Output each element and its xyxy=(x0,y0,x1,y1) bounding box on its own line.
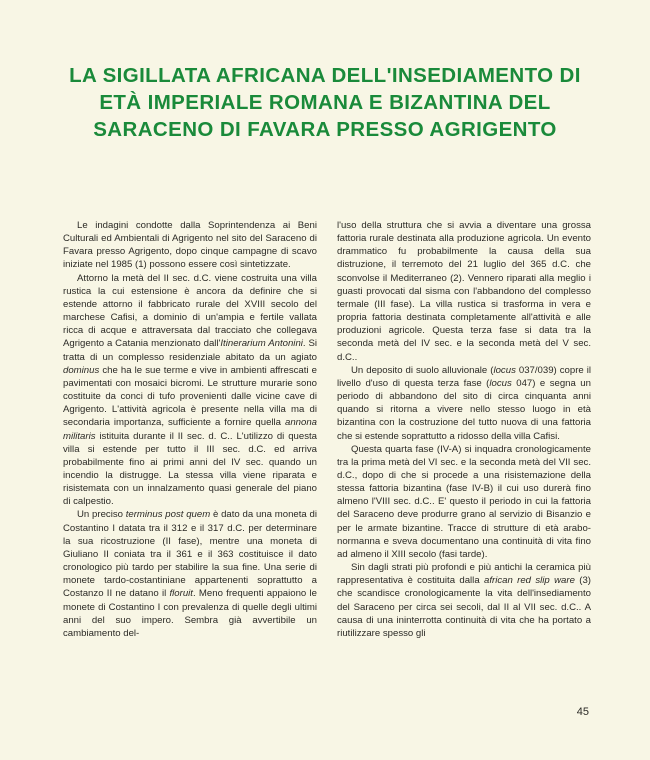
paragraph: Questa quarta fase (IV-A) si inquadra cronologicamente tra la prima metà del VI sec. e la seconda metà del VII sec. d.C., dopo di che si procede a una risistemazione della stessa fattoria bizantina (fase IV-B) il cui uso durerà fino almeno l'VIII sec. d.C.. E' questo il periodo in cui la fattoria del Saraceno deve produrre grano al servizio di Bisanzio e per le armate bizantine. Tracce di strutture di età arabo-normanna e sveva documentano una continuità di vita fino ad almeno il XIII secolo (fasi tarde). xyxy=(337,443,591,560)
title-line-3: SARACENO DI FAVARA PRESSO AGRIGENTO xyxy=(93,118,557,141)
article-title xyxy=(40,62,610,143)
title-line-1: LA SIGILLATA AFRICANA DELL'INSEDIAMENTO DI xyxy=(69,64,581,87)
right-column xyxy=(337,219,591,640)
paragraph: l'uso della struttura che si avvia a diventare una grossa fattoria rurale destinata alla produzione agricola. Un evento drammatico fu probabilmente la causa della sua distruzione, il terremoto del 21 luglio del 365 d.C. che sconvolse il Mediterraneo (2). Vennero riparati alla meglio i guasti provocati dal sisma con l'abbandono del complesso termale (III fase). La villa rustica si trasforma in vera e propria fattoria destinata completamente all'attività e alle produzioni agricole. Questa terza fase si data tra la seconda metà del IV sec. e la seconda metà del V sec. d.C.. xyxy=(337,220,591,363)
paragraph: Le indagini condotte dalla Soprintendenza ai Beni Culturali ed Ambientali di Agrigento nel sito del Saraceno di Favara presso Agrigento, dopo cinque campagne di scavo iniziate nel 1985 (1) possono essere così sintetizzate. xyxy=(63,220,317,271)
paragraph: Attorno la metà del II sec. d.C. viene costruita una villa rustica la cui estensione è ancora da definire che si estende attorno il fabbricato rurale del XVIII secolo del marchese Cafisi, a dominio di un'ampia e fertile vallata ricca di acque e attraversata dal tracciato che collegava Agrigento a Catania menzionato dall'Itinerarium Antonini. Si tratta di un complesso residenziale abitato da un agiato dominus che ha le sue terme e vive in ambienti affrescati e pavimentati con mosaici bicromi. Le strutture murarie sono costituite da conci di tufo provenienti dalle vicine cave di Agrigento. L'attività agricola è presente nella villa ma di secondaria importanza, sufficiente a fornire quella annona militaris istituita durante il II sec. d. C.. L'utilizzo di questa villa si estende per tutto il III sec. d.C. ed arriva probabilmente fino ai primi anni del IV sec. quando un incendio la distrugge. La stessa villa viene riparata e risistemata con un innalzamento quasi generale del piano di calpestio. xyxy=(63,272,318,508)
paragraph: Sin dagli strati più profondi e più antichi la ceramica più rappresentativa è costituita dalla african red slip ware (3) che scandisce cronologicamente la vita dell'insediamento del Saraceno per circa sei secoli, dal II al VII sec. d.C.. A causa di una ininterrotta continuità di vita che ha portato a riutilizzare spesso gli xyxy=(337,562,591,639)
paragraph: Un deposito di suolo alluvionale (locus 037/039) copre il livello d'uso di questa terza fase (locus 047) e segna un periodo di abbandono del sito di circa cinquanta anni quando si ritorna a vivere nello stesso luogo in età bizantina con la costruzione del tutto nuova di una fattoria che si estende soprattutto a ridosso della villa Cafisi. xyxy=(337,364,592,442)
title-line-2: ETÀ IMPERIALE ROMANA E BIZANTINA DEL xyxy=(99,91,551,114)
left-column xyxy=(63,219,317,640)
page-number: 45 xyxy=(576,706,589,718)
paragraph: Un preciso terminus post quem è dato da una moneta di Costantino I datata tra il 312 e il 317 d.C. per determinare la sua ricostruzione (II fase), mentre una moneta di Giuliano II coniata tra il 361 e il 363 costituisce il dato cronologico più tardo per stabilire la sua fine. Una serie di monete tardo-costantiniane appartenenti soprattutto a Costanzo II ne datano il floruit. Meno frequenti appaiono le monete di Costantino I con prevalenza di quelle degli ultimi anni del suo impero. Sembra già avvertibile un cambiamento del- xyxy=(63,509,318,639)
